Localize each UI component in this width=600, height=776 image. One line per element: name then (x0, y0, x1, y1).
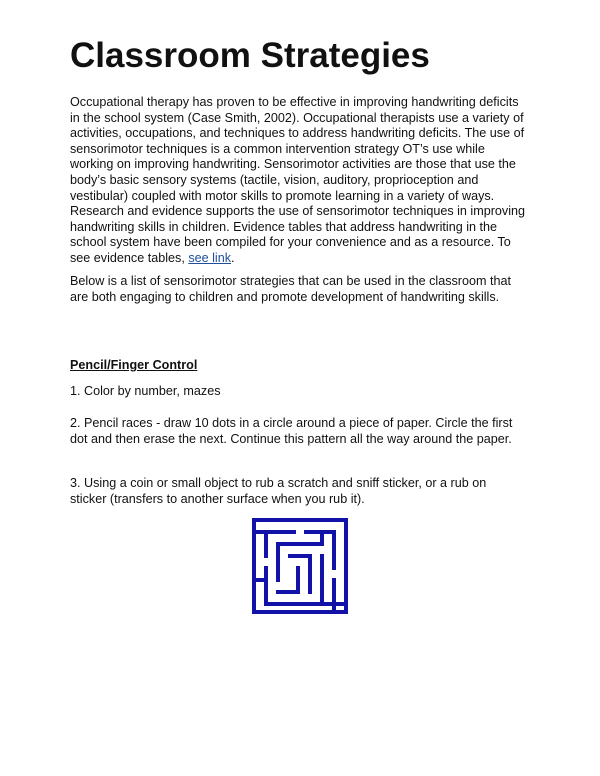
page-title: Classroom Strategies (70, 36, 430, 75)
maze-image (252, 518, 348, 614)
list-item: 1. Color by number, mazes (70, 384, 221, 398)
maze-inner-walls (254, 532, 346, 612)
intro-paragraph (70, 95, 526, 267)
list-item: 2. Pencil races - draw 10 dots in a circle around a piece of paper. Circle the first dot and then erase the next. Continue this pattern all the way around the paper. (70, 416, 513, 446)
section-heading-pencil-finger-control: Pencil/Finger Control (70, 358, 198, 372)
list-item: 3. Using a coin or small object to rub a scratch and sniff sticker, or a rub on sticker (transfers to another surface when you rub it). (70, 476, 487, 506)
intro-text: Occupational therapy has proven to be effective in improving handwriting deficits in the school system (Case Smith, 2002). Occupational therapists use a variety of activities, occupations, and techniques to address handwriting deficits. The use of sensorimotor techniques is a common intervention strategy OT’s use while working on improving handwriting. Sensorimotor activities are those that use the body’s basic sensory systems (tactile, vision, auditory, proprioception and vestibular) coupled with motor skills to promote learning in a variety of ways. Research and evidence supports the use of sensorimotor techniques in improving handwriting skills in children. Evidence tables that address handwriting in the school system have been compiled for your convenience and as a resource. To see evidence tables, (70, 95, 526, 265)
maze-walls (254, 520, 346, 612)
evidence-tables-link[interactable]: see link (188, 250, 232, 265)
strategies-intro-paragraph: Below is a list of sensorimotor strategies that can be used in the classroom that are both engaging to children and promote development of handwriting skills. (70, 274, 511, 304)
intro-end: . (231, 250, 235, 265)
